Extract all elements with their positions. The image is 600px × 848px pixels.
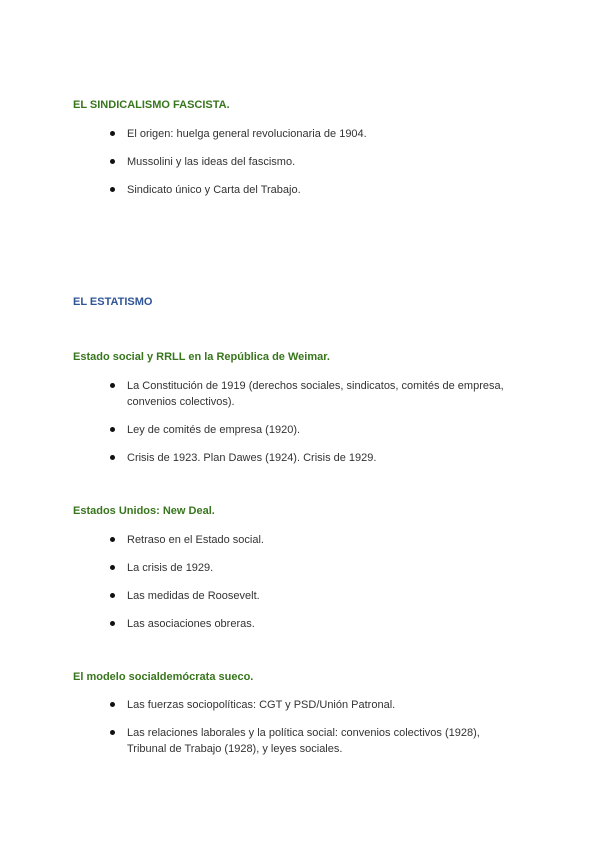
section-heading-sindicalismo-fascista: EL SINDICALISMO FASCISTA. (73, 99, 230, 111)
list-item: Las asociaciones obreras. (0, 616, 520, 632)
bullet-list-sindicalismo (0, 126, 520, 210)
list-item: Crisis de 1923. Plan Dawes (1924). Crisis de 1929. (0, 450, 520, 466)
section-heading-modelo-sueco: El modelo socialdemócrata sueco. (73, 671, 254, 683)
list-item: Retraso en el Estado social. (0, 532, 520, 548)
section-heading-new-deal: Estados Unidos: New Deal. (73, 505, 215, 517)
bullet-list-new-deal (0, 532, 520, 644)
list-item: Ley de comités de empresa (1920). (0, 422, 520, 438)
list-item: Mussolini y las ideas del fascismo. (0, 154, 520, 170)
bullet-list-weimar (0, 378, 520, 478)
list-item: Las fuerzas sociopolíticas: CGT y PSD/Unión Patronal. (0, 697, 520, 713)
section-heading-estatismo: EL ESTATISMO (73, 296, 153, 308)
bullet-list-modelo-sueco (0, 697, 520, 769)
list-item: El origen: huelga general revolucionaria de 1904. (0, 126, 520, 142)
list-item: Las relaciones laborales y la política social: convenios colectivos (1928), Tribunal de Trabajo (1928), y leyes sociales. (0, 725, 520, 757)
section-heading-weimar: Estado social y RRLL en la República de Weimar. (73, 351, 330, 363)
list-item: Las medidas de Roosevelt. (0, 588, 520, 604)
list-item: La crisis de 1929. (0, 560, 520, 576)
list-item: Sindicato único y Carta del Trabajo. (0, 182, 520, 198)
list-item: La Constitución de 1919 (derechos sociales, sindicatos, comités de empresa, convenios colectivos). (0, 378, 520, 410)
